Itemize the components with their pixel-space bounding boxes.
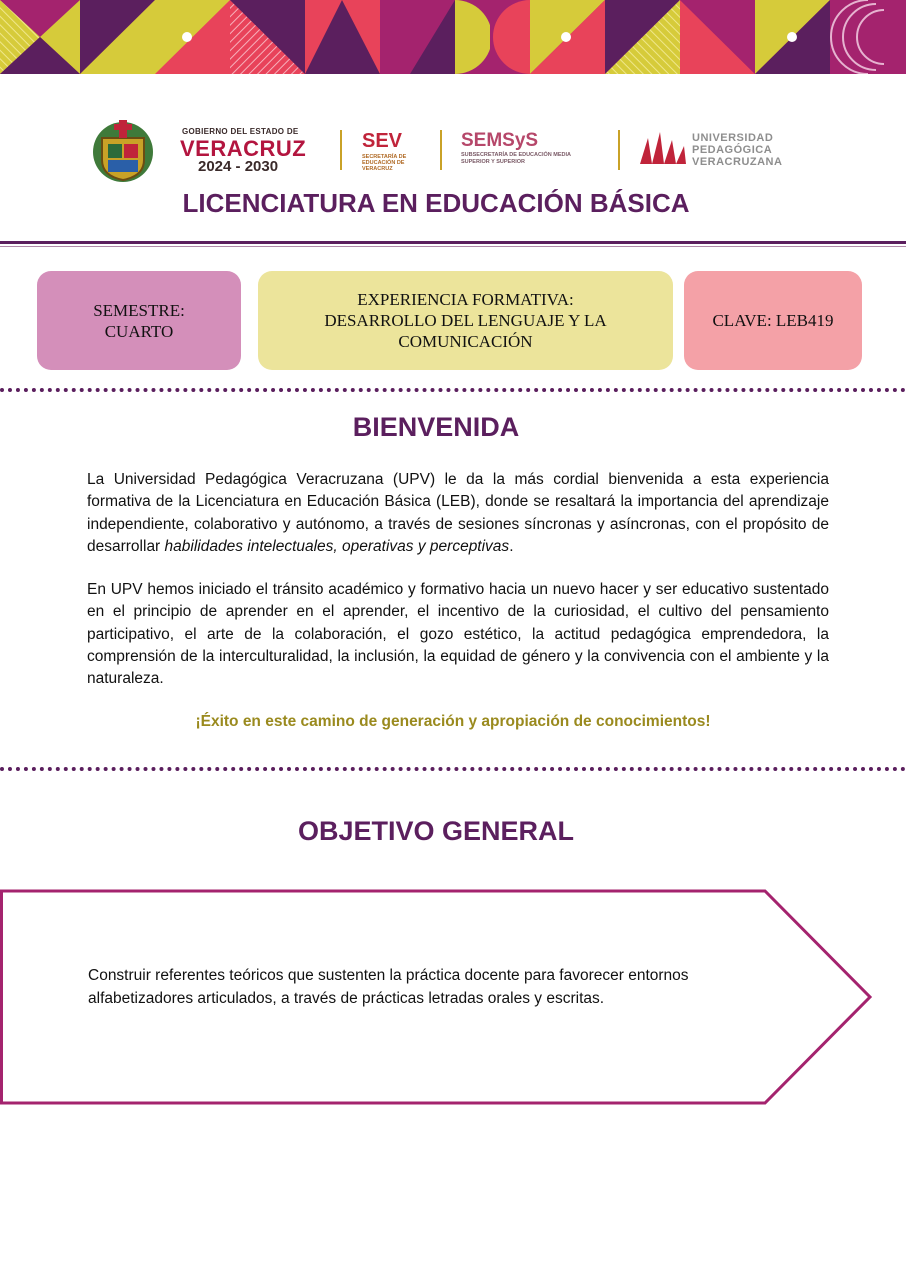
- title-divider-thin: [0, 246, 906, 247]
- objective-heading: OBJETIVO GENERAL: [297, 816, 575, 846]
- key-label: CLAVE: LEB419: [712, 311, 834, 330]
- section-divider: [0, 388, 906, 392]
- upv-logo-text: UNIVERSIDAD PEDAGÓGICA VERACRUZANA: [692, 132, 783, 168]
- semester-card: [37, 271, 241, 370]
- objective-text: Construir referentes teóricos que sustenten la práctica docente para favorecer entornos alfabetizadores articulados, a través de prácticas letradas orales y escritas.: [88, 967, 689, 1007]
- welcome-closing: ¡Éxito en este camino de generación y apropiación de conocimientos!: [195, 713, 711, 730]
- sev-subtitle: SECRETARÍA DE EDUCACIÓN DE VERACRUZ: [362, 154, 407, 172]
- welcome-heading: BIENVENIDA: [352, 412, 520, 442]
- key-card: [684, 271, 862, 370]
- institution-logos: [86, 112, 806, 188]
- gov-state-name: VERACRUZ: [180, 136, 307, 161]
- semsys-subtitle: SUBSECRETARÍA DE EDUCACIÓN MEDIA SUPERIOR Y SUPERIOR: [461, 152, 571, 165]
- sev-logo-text: SEV: [362, 130, 403, 152]
- title-divider: [0, 241, 906, 244]
- emphasis-text: habilidades intelectuales, operativas y perceptivas: [164, 537, 510, 555]
- experience-label: EXPERIENCIA FORMATIVA: DESARROLLO DEL LENGUAJE Y LA COMUNICACIÓN: [324, 290, 607, 351]
- semester-label: SEMESTRE: CUARTO: [93, 300, 185, 341]
- gov-state-label: GOBIERNO DEL ESTADO DE: [182, 127, 299, 136]
- logo-divider: [618, 130, 620, 170]
- section-divider: [0, 767, 906, 771]
- experience-card: [258, 271, 673, 370]
- welcome-paragraph-1: La Universidad Pedagógica Veracruzana (UPV) le da la más cordial bienvenida a esta experiencia formativa de la Licenciatura en Educación Básica (LEB), donde se resaltará la importancia del aprendizaje independiente, colaborativo y autónomo, a través de sesiones síncronas y asíncronas, con el propósito de desarrollar habilidades intelectuales, operativas y perceptivas.: [87, 471, 829, 555]
- logo-divider: [340, 130, 342, 170]
- semsys-logo-text: SEMSyS: [461, 130, 539, 151]
- upv-logo-icon: [638, 130, 688, 166]
- gov-years: 2024 - 2030: [198, 158, 279, 175]
- program-title: LICENCIATURA EN EDUCACIÓN BÁSICA: [182, 188, 690, 218]
- decorative-banner: [0, 0, 906, 74]
- welcome-paragraph-2: En UPV hemos iniciado el tránsito académico y formativo hacia un nuevo hacer y ser educativo sustentado en el principio de aprender en el aprender, el incentivo de la curiosidad, el cultivo del pensamiento participativo, el arte de la colaboración, el gozo estético, la actitud pedagógica emprendedora, la comprensión de la interculturalidad, la inclusión, la equidad de género y la convivencia con el ambiente y la naturaleza.: [87, 581, 829, 688]
- veracruz-coat-of-arms-icon: [86, 114, 160, 186]
- logo-divider: [440, 130, 442, 170]
